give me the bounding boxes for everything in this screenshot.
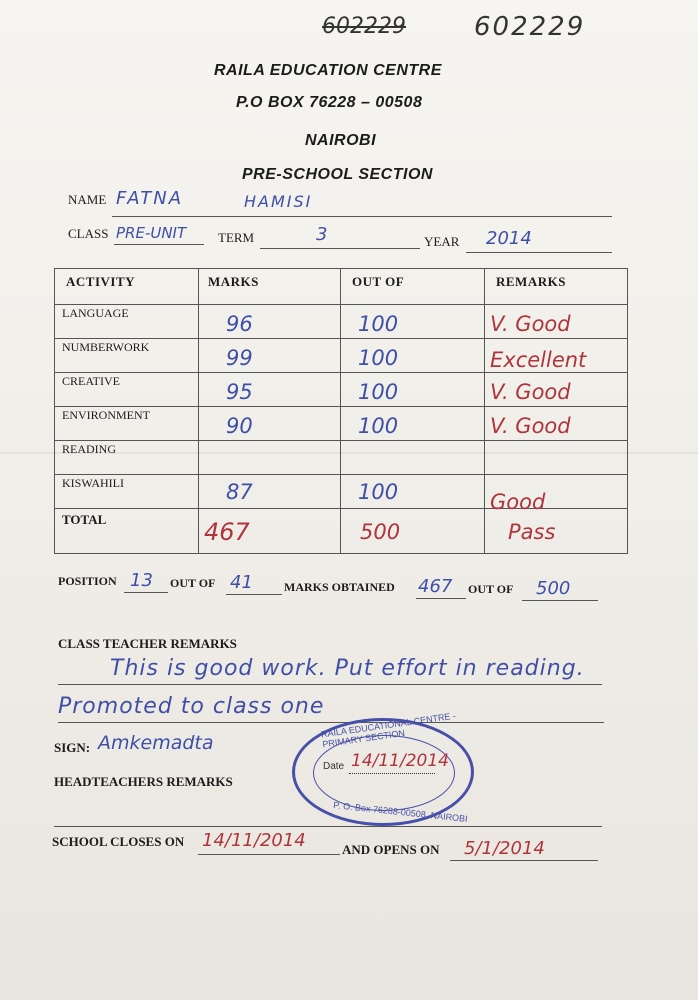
teacher-remarks-line-1	[58, 684, 602, 685]
activity-cell: ENVIRONMENT	[62, 408, 150, 422]
headteacher-remarks-line	[54, 826, 602, 827]
class-value: PRE-UNIT	[116, 224, 187, 242]
activity-cell: LANGUAGE	[62, 306, 129, 320]
teacher-remarks-text-1: This is good work. Put effort in reading.	[110, 656, 585, 681]
total-label: TOTAL	[62, 512, 107, 527]
remarks-cell: Excellent	[490, 348, 587, 372]
position-underline	[124, 592, 168, 593]
header-activity: ACTIVITY	[66, 274, 136, 289]
out-of-cell: 100	[358, 312, 399, 336]
position-value: 13	[130, 570, 153, 591]
section-title: PRE-SCHOOL SECTION	[242, 166, 433, 183]
sign-value: Amkemadta	[98, 732, 214, 754]
activity-cell: CREATIVE	[62, 374, 120, 388]
marks-obtained-value: 467	[418, 576, 453, 597]
teacher-remarks-text-2: Promoted to class one	[58, 694, 325, 719]
remarks-cell: V. Good	[490, 312, 571, 336]
table-rule	[627, 268, 628, 554]
table-rule	[484, 268, 485, 554]
header-marks: MARKS	[208, 274, 259, 289]
out-of-cell: 100	[358, 380, 399, 404]
year-value: 2014	[486, 228, 532, 249]
marks-cell: 96	[226, 312, 253, 336]
position-label: POSITION	[58, 574, 117, 588]
marks-obtained-underline	[416, 598, 466, 599]
marks-cell: 99	[226, 346, 253, 370]
year-label: YEAR	[424, 234, 460, 249]
header-out-of: OUT OF	[352, 274, 405, 289]
out-of-value: 41	[230, 572, 253, 593]
table-rule	[198, 268, 199, 554]
marks-obtained-label: MARKS OBTAINED	[284, 580, 395, 594]
table-rule	[54, 372, 628, 373]
out-of-cell: 100	[358, 480, 399, 504]
marks-out-of-underline	[522, 600, 598, 601]
student-last-name: HAMISI	[244, 192, 313, 211]
table-rule	[54, 338, 628, 339]
school-city: NAIROBI	[305, 132, 377, 149]
stamp-date-line	[349, 773, 435, 774]
school-closes-value: 14/11/2014	[202, 830, 306, 851]
headteachers-remarks-label: HEADTEACHERS REMARKS	[54, 774, 233, 789]
table-rule	[54, 304, 628, 305]
class-label: CLASS	[68, 226, 109, 241]
table-rule	[54, 553, 628, 554]
term-label: TERM	[218, 230, 255, 245]
student-first-name: FATNA	[116, 188, 184, 209]
stamp-top-text: RAILA EDUCATIONAL CENTRE - PRIMARY SECTION	[320, 710, 457, 750]
remarks-cell: V. Good	[490, 414, 571, 438]
table-rule	[54, 268, 628, 269]
out-of-label: OUT OF	[170, 576, 216, 590]
term-underline	[260, 248, 420, 249]
table-rule	[54, 406, 628, 407]
opens-underline	[450, 860, 598, 861]
marks-table	[54, 268, 628, 554]
total-marks: 467	[204, 518, 250, 546]
marks-cell: 90	[226, 414, 253, 438]
activity-cell: KISWAHILI	[62, 476, 124, 490]
remarks-cell: V. Good	[490, 380, 571, 404]
marks-out-of-value: 500	[536, 578, 571, 599]
school-address: P.O BOX 76228 – 00508	[236, 94, 423, 111]
table-rule	[54, 268, 55, 554]
sign-label: SIGN:	[54, 740, 91, 755]
name-underline	[112, 216, 612, 217]
school-stamp	[292, 710, 474, 826]
total-out-of: 500	[360, 520, 401, 544]
year-underline	[466, 252, 612, 253]
class-teacher-remarks-label: CLASS TEACHER REMARKS	[58, 636, 237, 651]
term-value: 3	[316, 224, 328, 245]
school-name: RAILA EDUCATION CENTRE	[214, 62, 442, 79]
table-rule	[54, 440, 628, 441]
teacher-remarks-line-2	[58, 722, 604, 723]
stamp-bottom-text: P. O. Box 76288-00508, NAIROBI	[332, 799, 469, 825]
marks-cell: 87	[226, 480, 253, 504]
opens-value: 5/1/2014	[464, 838, 545, 859]
school-closes-label: SCHOOL CLOSES ON	[52, 834, 185, 849]
total-remarks: Pass	[508, 520, 556, 544]
ref-number: 602229	[474, 12, 586, 42]
opens-label: AND OPENS ON	[342, 842, 440, 857]
activity-cell: READING	[62, 442, 116, 456]
activity-cell: NUMBERWORK	[62, 340, 150, 354]
out-of-cell: 100	[358, 414, 399, 438]
out-of-underline	[226, 594, 282, 595]
closes-underline	[198, 854, 340, 855]
out-of-cell: 100	[358, 346, 399, 370]
marks-out-of-label: OUT OF	[468, 582, 514, 596]
table-rule	[340, 268, 341, 554]
ref-number-crossed: 602229	[322, 14, 406, 39]
stamp-date-label: Date	[323, 761, 345, 772]
remarks-cell: Good	[490, 490, 546, 514]
stamp-date-value: 14/11/2014	[351, 751, 449, 771]
table-rule	[54, 474, 628, 475]
marks-cell: 95	[226, 380, 253, 404]
name-label: NAME	[68, 192, 107, 207]
header-remarks: REMARKS	[496, 274, 566, 289]
class-underline	[114, 244, 204, 245]
